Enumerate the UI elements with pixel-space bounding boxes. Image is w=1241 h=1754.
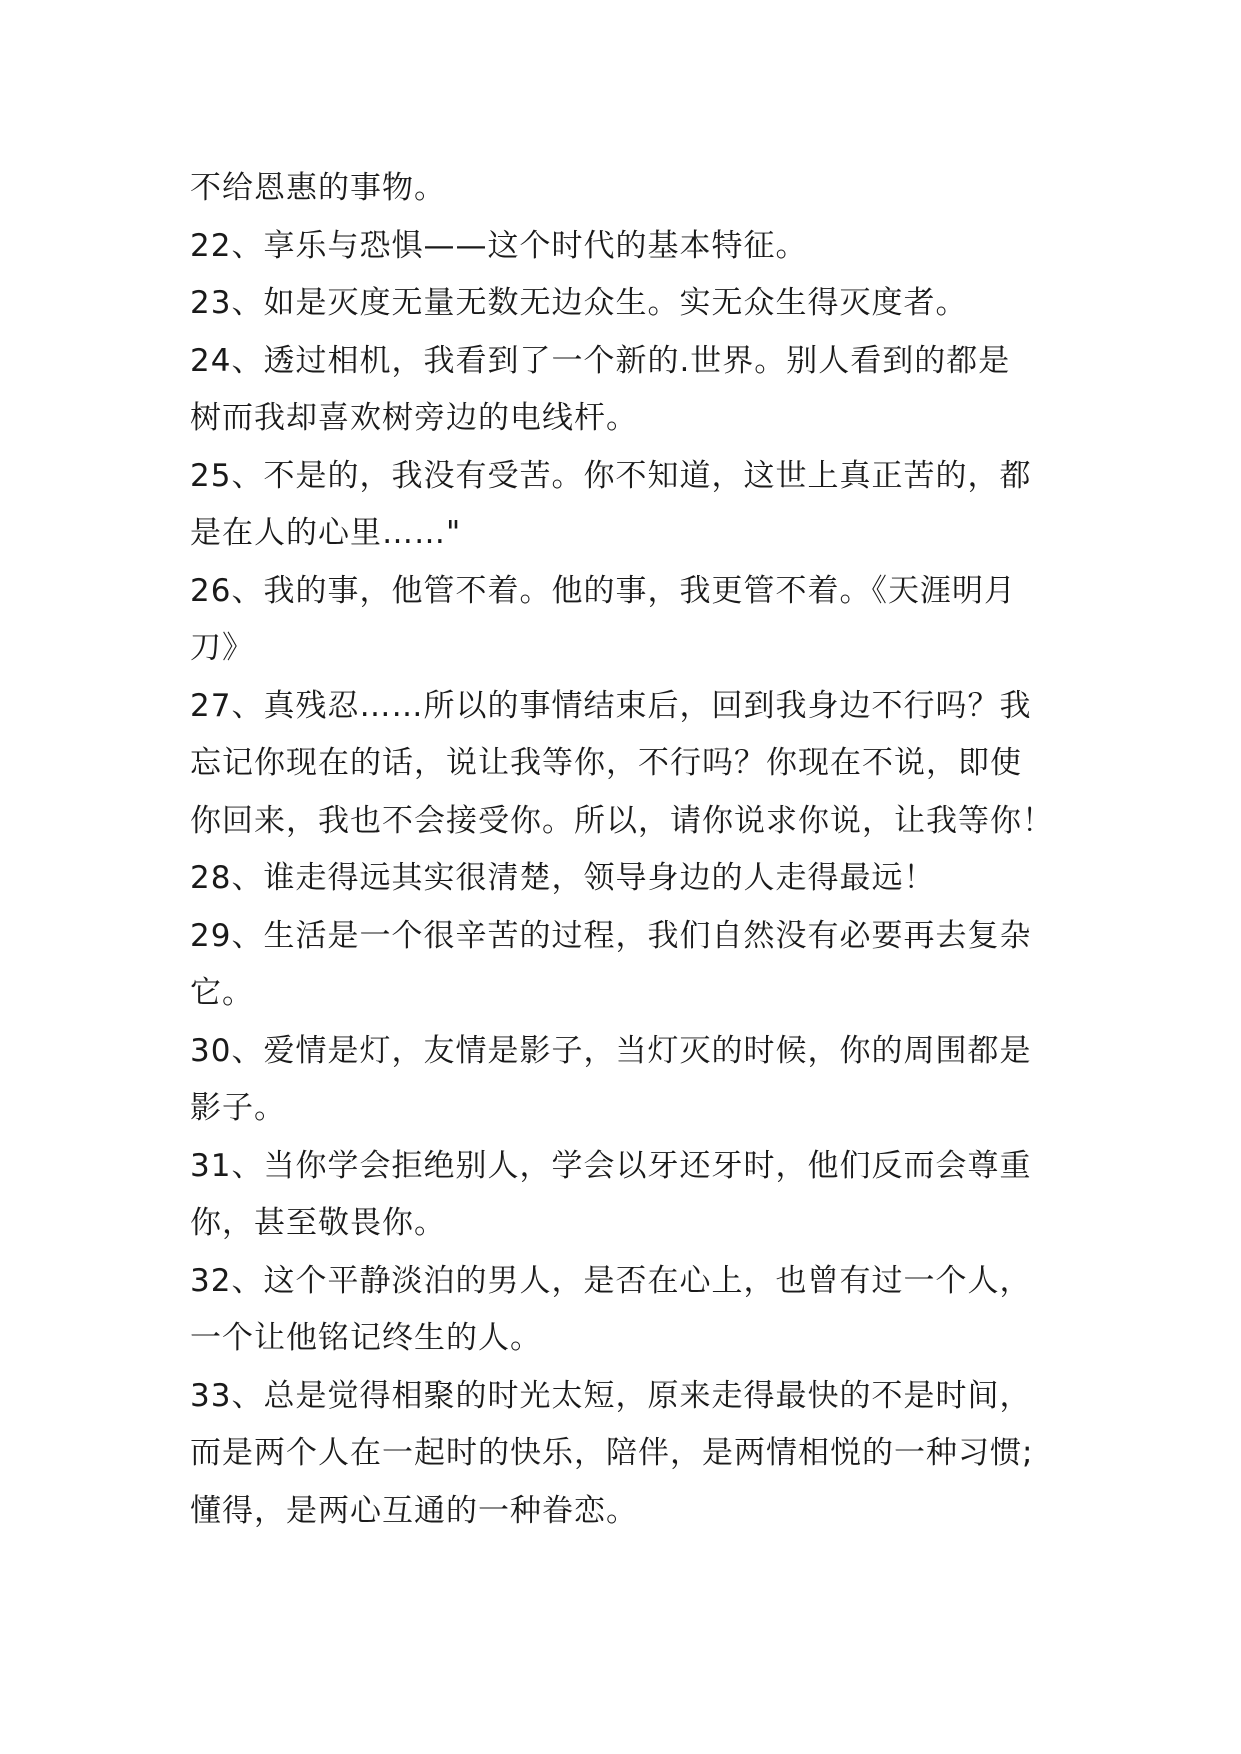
document-body xyxy=(190,160,1070,1540)
text-line: 刀》 xyxy=(190,630,254,666)
text-line: 你，甚至敬畏你。 xyxy=(190,1205,446,1241)
text-line: 22、享乐与恐惧——这个时代的基本特征。 xyxy=(190,227,808,264)
text-line: 24、透过相机，我看到了一个新的.世界。别人看到的都是 xyxy=(190,342,1011,379)
text-line: 31、当你学会拒绝别人，学会以牙还牙时，他们反而会尊重 xyxy=(190,1147,1032,1184)
text-line: 你回来，我也不会接受你。所以，请你说求你说，让我等你！ xyxy=(190,802,1054,839)
text-line: 不给恩惠的事物。 xyxy=(190,170,446,206)
text-line: 一个让他铭记终生的人。 xyxy=(190,1320,542,1356)
text-line: 是在人的心里……" xyxy=(190,515,462,551)
text-line: 33、总是觉得相聚的时光太短，原来走得最快的不是时间， xyxy=(190,1377,1032,1414)
text-line: 29、生活是一个很辛苦的过程，我们自然没有必要再去复杂 xyxy=(190,917,1032,954)
text-line: 26、我的事，他管不着。他的事，我更管不着。《天涯明月 xyxy=(190,572,1016,609)
text-line: 树而我却喜欢树旁边的电线杆。 xyxy=(190,400,638,436)
text-line: 32、这个平静淡泊的男人，是否在心上，也曾有过一个人， xyxy=(190,1262,1032,1299)
text-line: 影子。 xyxy=(190,1090,286,1126)
text-line: 懂得，是两心互通的一种眷恋。 xyxy=(190,1492,638,1529)
text-line: 23、如是灭度无量无数无边众生。实无众生得灭度者。 xyxy=(190,285,968,321)
text-line: 它。 xyxy=(190,975,254,1011)
text-line: 27、真残忍……所以的事情结束后，回到我身边不行吗？我 xyxy=(190,687,1032,724)
text-line: 25、不是的，我没有受苦。你不知道，这世上真正苦的，都 xyxy=(190,457,1032,494)
text-line: 而是两个人在一起时的快乐，陪伴，是两情相悦的一种习惯; xyxy=(190,1435,1034,1471)
text-line: 忘记你现在的话，说让我等你，不行吗？你现在不说，即使 xyxy=(190,745,1022,781)
text-line: 28、谁走得远其实很清楚，领导身边的人走得最远！ xyxy=(190,860,936,896)
text-line: 30、爱情是灯，友情是影子，当灯灭的时候，你的周围都是 xyxy=(190,1032,1032,1069)
